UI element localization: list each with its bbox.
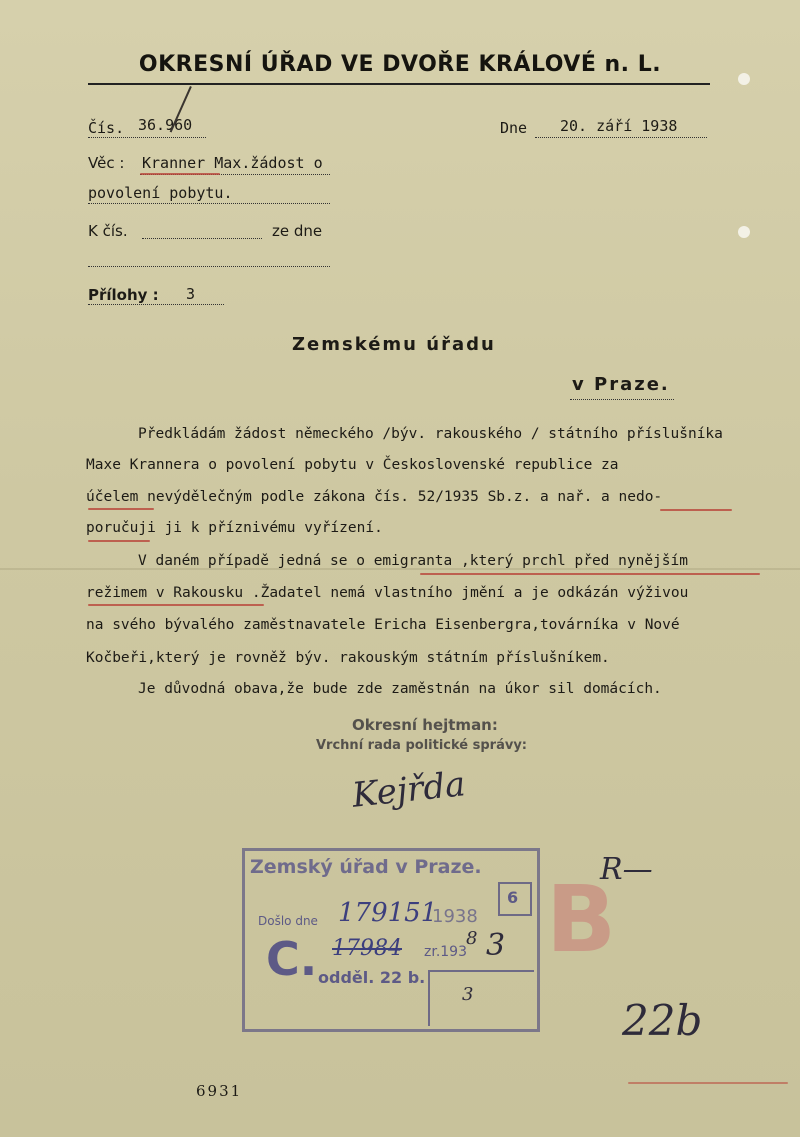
prilohy-dots xyxy=(88,304,224,305)
handwritten-22b-mark: 22b xyxy=(622,996,703,1045)
red-underline-rezim xyxy=(88,604,264,606)
body-line-4: poručuji ji k příznivému vyřízení. xyxy=(86,520,383,536)
stamp-handwritten-number: 179151 xyxy=(338,898,438,928)
body-line-1: Předkládám žádost německého /býv. rakouského / státního příslušníka xyxy=(138,426,723,442)
body-line-6: režimem v Rakousku .Žadatel nemá vlastního jmění a je odkázán výživou xyxy=(86,585,689,601)
prilohy-value: 3 xyxy=(186,285,196,303)
signature-stamp-line1: Okresní hejtman: xyxy=(352,716,498,734)
body-line-8: Kočbeři,který je rovněž býv. rakouským státním příslušníkem. xyxy=(86,650,610,666)
stamp-zr-hand: 8 xyxy=(466,928,478,949)
stamp-year: 1938 xyxy=(432,906,478,927)
prilohy-label: Přílohy : xyxy=(88,286,159,304)
vec-line1: Kranner Max.žádost o xyxy=(142,154,323,172)
body-line-9: Je důvodná obava,že bude zde zaměstnán na úkor sil domácích. xyxy=(138,681,662,697)
body-line-7: na svého bývalého zaměstnavatele Ericha Eisenbergra,továrníka v Nové xyxy=(86,617,680,633)
body-line-5: V daném případě jedná se o emigranta ,který prchl před nynějším xyxy=(138,553,688,569)
cis-label: Čís. xyxy=(88,119,125,137)
addressee-line2: v Praze. xyxy=(572,374,670,395)
punch-hole-bottom xyxy=(738,226,750,238)
dne-value: 20. září 1938 xyxy=(560,117,678,135)
k-cis-label: K čís. xyxy=(88,222,128,240)
red-underline-emigrant xyxy=(420,573,760,575)
ze-dne-dots xyxy=(88,266,330,267)
body-line-2: Maxe Krannera o povolení pobytu v Československé republice za xyxy=(86,457,619,473)
ze-dne-label: ze dne xyxy=(272,222,323,240)
red-underline-ucelem xyxy=(88,508,154,510)
stamp-letter-c: C. xyxy=(266,932,318,986)
stamp-oddel-label: odděl. 22 b. xyxy=(318,968,426,987)
red-underline-nedo xyxy=(660,509,732,511)
stamp-box-number: 6 xyxy=(507,888,519,907)
stamp-zr-label: zr.193 xyxy=(424,944,467,960)
handwritten-signature: Kejřda xyxy=(350,764,468,816)
stamp-hand-3a: 3 xyxy=(486,928,506,963)
stamp-lower-box xyxy=(428,970,534,1026)
handwritten-r-mark: R— xyxy=(600,852,653,887)
footer-number: 6931 xyxy=(196,1082,243,1100)
cis-value: 36.960 xyxy=(138,116,193,134)
vec-red-underline xyxy=(140,173,220,175)
signature-stamp-line2: Vrchní rada politické správy: xyxy=(316,738,527,753)
cis-dots xyxy=(88,137,206,138)
punch-hole-top xyxy=(738,73,750,85)
office-header: OKRESNÍ ÚŘAD VE DVOŘE KRÁLOVÉ n. L. xyxy=(138,52,662,77)
body-line-3: účelem nevýdělečným podle zákona čís. 52/1935 Sb.z. a nař. a nedo- xyxy=(86,489,663,505)
vec-dots-2 xyxy=(88,203,330,204)
stamp-struck-number: 17984 xyxy=(332,936,402,961)
red-letter-b-stamp: B xyxy=(546,866,617,973)
red-underline-porucuji xyxy=(88,540,150,542)
received-stamp-title: Zemský úřad v Praze. xyxy=(250,856,482,878)
vec-line2: povolení pobytu. xyxy=(88,184,233,202)
addressee-line1: Zemskému úřadu xyxy=(292,334,496,355)
k-cis-dots xyxy=(142,238,262,239)
addressee-dots xyxy=(570,398,674,400)
stamp-hand-3b: 3 xyxy=(462,984,474,1005)
dne-label: Dne xyxy=(500,119,528,137)
vec-label: Věc : xyxy=(88,154,125,172)
red-line-bottom xyxy=(628,1082,788,1084)
header-rule xyxy=(88,83,710,85)
stamp-doslo-label: Došlo dne xyxy=(258,914,318,928)
dne-dots xyxy=(535,137,707,138)
